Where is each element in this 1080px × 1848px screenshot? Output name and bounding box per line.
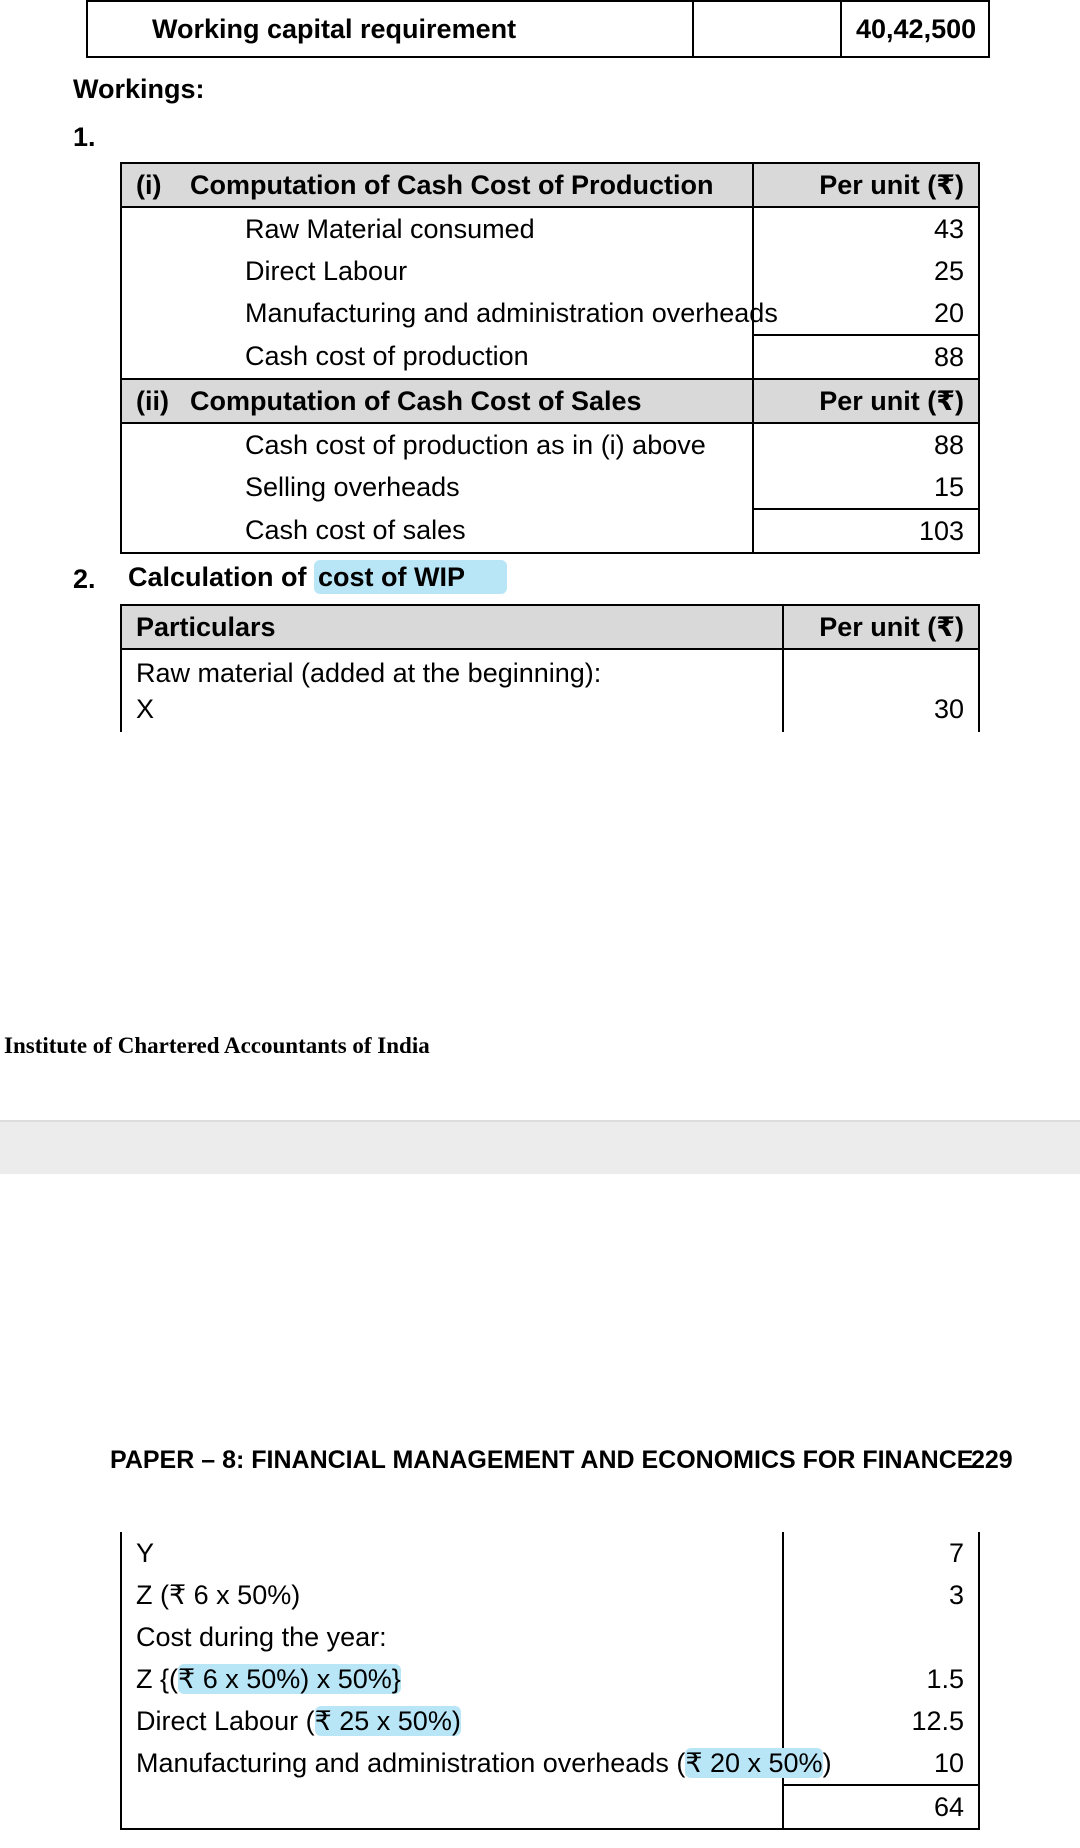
table-row-total: [121, 335, 979, 379]
workings-heading: Workings:: [73, 74, 205, 104]
label-text: Manufacturing and administration overheads (: [136, 1748, 686, 1778]
item-number-1: 1.: [73, 122, 96, 152]
table-row: [121, 696, 979, 732]
row-label: Cash cost of sales: [121, 509, 753, 553]
cash-cost-table: [120, 162, 980, 554]
page-header-title: PAPER – 8: FINANCIAL MANAGEMENT AND ECONOMICS FOR FINANCE: [110, 1446, 974, 1474]
row-value: 30: [783, 696, 979, 732]
row-label: Cost during the year:: [121, 1616, 783, 1658]
column-header: Per unit (₹): [753, 379, 979, 423]
label-text: Direct Labour (: [136, 1705, 315, 1736]
row-label: X: [121, 696, 783, 732]
section-header-i: [121, 163, 979, 207]
row-value: [783, 1616, 979, 1658]
row-value: 88: [753, 335, 979, 379]
label-text: ): [822, 1748, 832, 1778]
row-label: Raw material (added at the beginning):: [121, 649, 783, 696]
column-header: Per unit (₹): [753, 163, 979, 207]
table-row: [87, 1, 989, 57]
row-value: 3: [783, 1574, 979, 1616]
highlighted-text: ₹ 25 x 50%): [314, 1705, 461, 1736]
item-2-title: [128, 560, 507, 594]
page-separator: [0, 1120, 1080, 1174]
row-label: Direct Labour: [121, 250, 753, 292]
table-row: [121, 250, 979, 292]
section-title: Computation of Cash Cost of Production: [190, 169, 714, 200]
row-label: [121, 1785, 783, 1829]
particulars-header: Particulars: [121, 605, 783, 649]
row-value: 1.5: [783, 1658, 979, 1700]
label-text: Z {(: [136, 1663, 179, 1694]
wip-cost-table: [120, 604, 980, 732]
table-row: [121, 423, 979, 466]
title-text: Calculation of: [128, 562, 315, 592]
table-row: [121, 466, 979, 509]
table-row-total: [121, 509, 979, 553]
row-label: Cash cost of production: [121, 335, 753, 379]
working-capital-label: Working capital requirement: [87, 1, 693, 57]
table-header: [121, 605, 979, 649]
highlighted-text: ₹ 6 x 50%) x 50%}: [178, 1663, 401, 1694]
section-label: (i): [136, 169, 162, 200]
table-row: [121, 1532, 979, 1574]
row-label: [121, 1658, 783, 1700]
row-value: 20: [753, 292, 979, 335]
table-row: [121, 649, 979, 696]
table-row: [121, 1574, 979, 1616]
row-label: Z (₹ 6 x 50%): [121, 1574, 783, 1616]
row-value: 12.5: [783, 1700, 979, 1742]
working-capital-table: [86, 0, 990, 58]
row-value: 103: [753, 509, 979, 553]
section-header-ii: [121, 379, 979, 423]
table-row: [121, 1616, 979, 1658]
row-value: 25: [753, 250, 979, 292]
row-value: 15: [753, 466, 979, 509]
row-value: 64: [783, 1785, 979, 1829]
table-row-total: [121, 1785, 979, 1829]
wip-cost-table-continued: [120, 1532, 980, 1830]
row-label: [121, 1700, 783, 1742]
empty-cell: [693, 1, 841, 57]
row-label: Selling overheads: [121, 466, 753, 509]
section-label: (ii): [136, 385, 169, 416]
institute-footer: Institute of Chartered Accountants of India: [4, 1033, 430, 1058]
row-label: Y: [121, 1532, 783, 1574]
section-title-ii: [121, 379, 753, 423]
item-number-2: 2.: [73, 564, 96, 594]
highlighted-text: ₹ 20 x 50%: [685, 1748, 823, 1778]
table-row: [121, 1700, 979, 1742]
row-label: [121, 1742, 832, 1785]
working-capital-value: 40,42,500: [841, 1, 989, 57]
highlighted-text: cost of WIP: [314, 560, 507, 594]
page-number: 229: [971, 1446, 1013, 1474]
row-value: 10: [783, 1742, 979, 1785]
section-title: Computation of Cash Cost of Sales: [190, 385, 642, 416]
row-value: [783, 649, 979, 696]
row-value: 43: [753, 207, 979, 250]
row-value: 88: [753, 423, 979, 466]
section-title-i: [121, 163, 753, 207]
row-label: Cash cost of production as in (i) above: [121, 423, 753, 466]
row-value: 7: [783, 1532, 979, 1574]
table-row: [121, 292, 979, 335]
row-label: Manufacturing and administration overheads: [121, 292, 753, 335]
table-row: [121, 1658, 979, 1700]
row-label: Raw Material consumed: [121, 207, 753, 250]
table-row: [121, 1742, 979, 1785]
column-header: Per unit (₹): [783, 605, 979, 649]
table-row: [121, 207, 979, 250]
